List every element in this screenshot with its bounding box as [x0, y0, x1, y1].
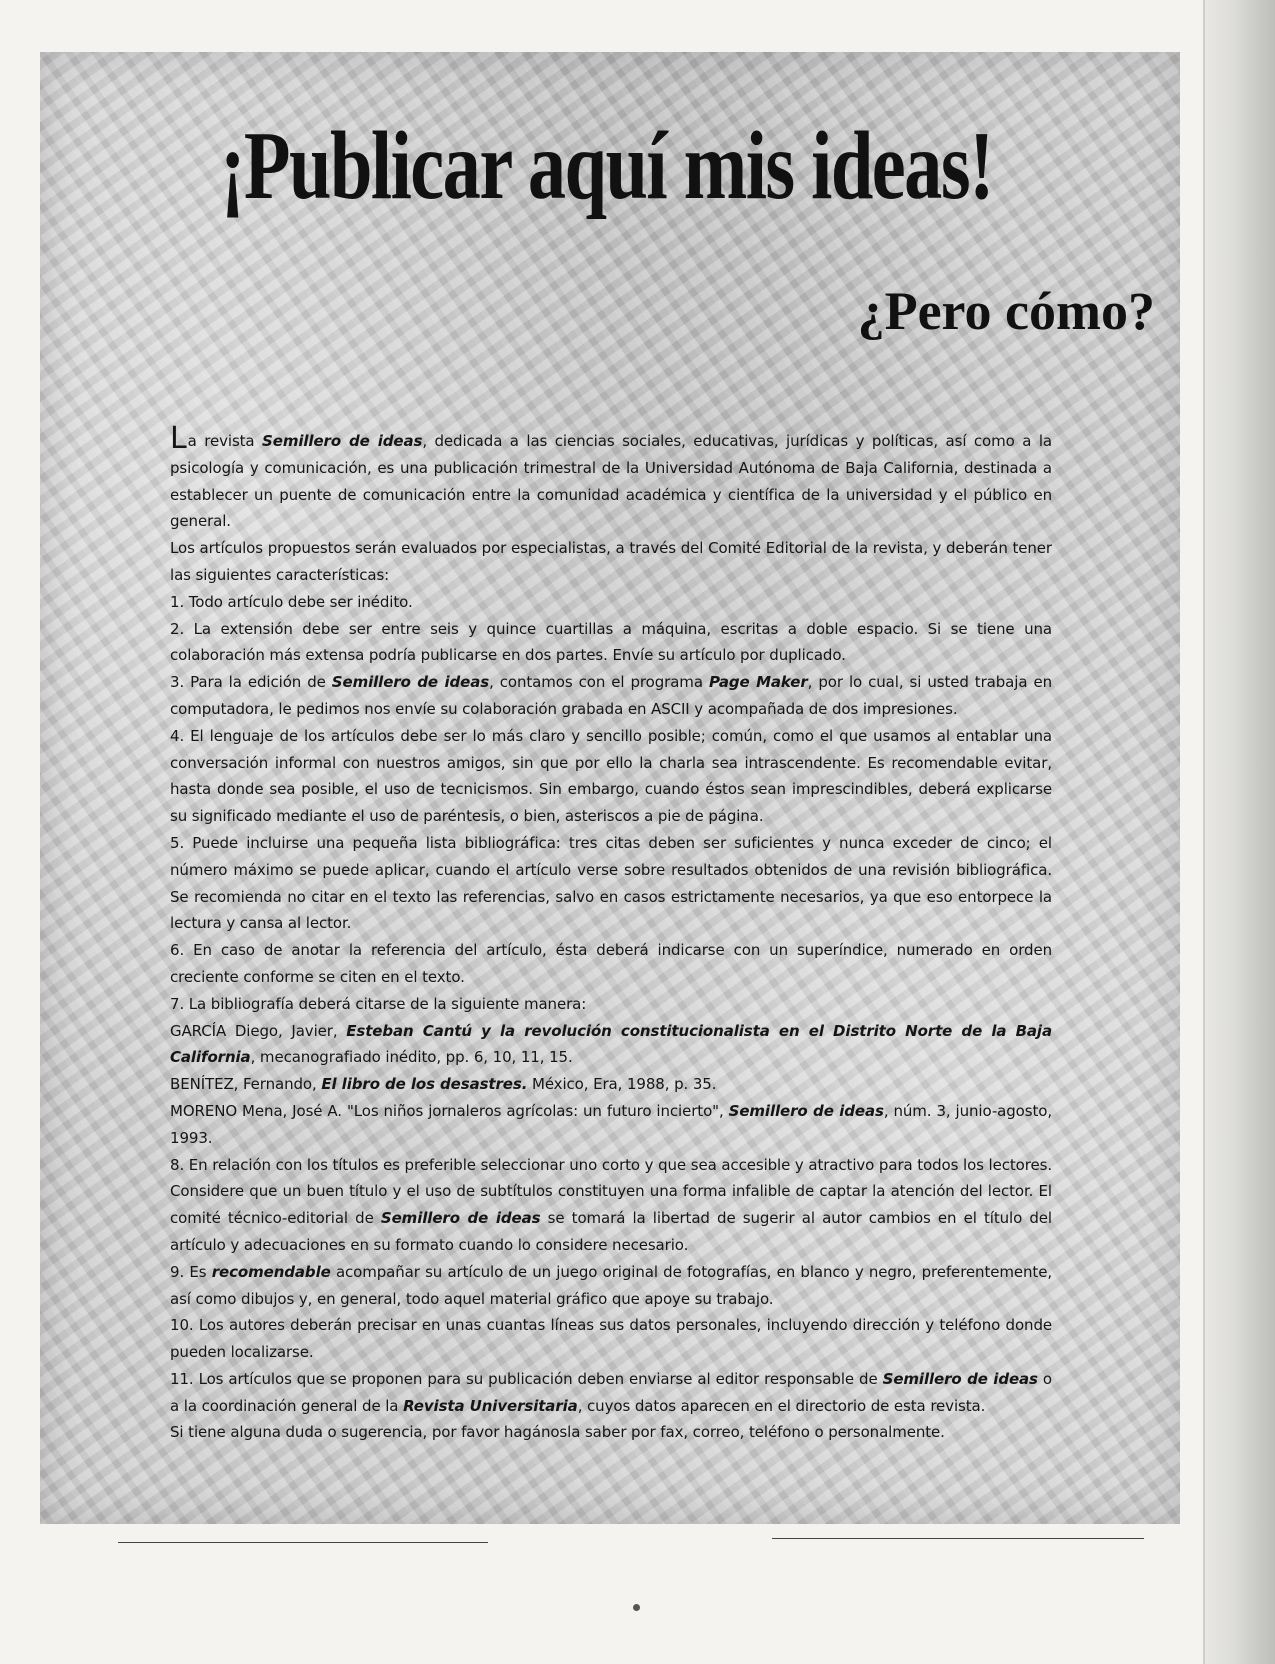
- journal-name: Semillero de ideas: [331, 673, 490, 692]
- footer-rule-left: [118, 1542, 488, 1543]
- article-body: [170, 421, 1052, 1446]
- page-subtitle: ¿Pero cómo?: [857, 281, 1155, 341]
- intro-paragraph: La revista Semillero de ideas, dedicada a las ciencias sociales, educativas, jurídicas y políticas, así como a la psicología y comunicación, es una publicación trimestral de la Universidad Autónoma de Baja California, destinada a establecer un puente de comunicación entre la comunidad académica y científica de la universidad y el público en general.: [170, 421, 1052, 531]
- list-item-5: 5. Puede incluirse una pequeña lista bibliográfica: tres citas deben ser suficientes y nunca exceder de cinco; el número máximo se puede aplicar, cuando el artículo verse sobre resultados obtenidos de una revisión bibliográfica. Se recomienda no citar en el texto las referencias, salvo en casos estrictamente necesarios, ya que eso entorpece la lectura y cansa al lector.: [170, 833, 1052, 933]
- bibliography-ref-2: BENÍTEZ, Fernando, El libro de los desastres. México, Era, 1988, p. 35.: [170, 1075, 717, 1094]
- journal-name: Semillero de ideas: [882, 1369, 1038, 1388]
- footer-rule-right: [772, 1538, 1144, 1539]
- list-item-11: 11. Los artículos que se proponen para su publicación deben enviarse al editor responsable de Semillero de ideas o a la coordinación general de la Revista Universitaria, cuyos datos aparecen en el directorio de esta revista.: [170, 1369, 1052, 1415]
- list-item-2: 2. La extensión debe ser entre seis y quince cuartillas a máquina, escritas a doble espacio. Si se tiene una colaboración más extensa podría publicarse en dos partes. Envíe su artículo por duplicado.: [170, 619, 1052, 665]
- adjacent-page-edge: [1203, 0, 1275, 1664]
- closing-paragraph: Si tiene alguna duda o sugerencia, por favor hagánosla saber por fax, correo, teléfono o personalmente.: [170, 1423, 945, 1442]
- list-item-8: 8. En relación con los títulos es preferible seleccionar uno corto y que sea accesible y atractivo para todos los lectores. Considere que un buen título y el uso de subtítulos constituyen una forma infalible de captar la atención del lector. El comité técnico-editorial de Semillero de ideas se tomará la libertad de sugerir al autor cambios en el título del artículo y adecuaciones en su formato cuando lo considere necesario.: [170, 1155, 1052, 1254]
- drop-cap: L: [170, 421, 187, 456]
- bibliography-ref-1: GARCÍA Diego, Javier, Esteban Cantú y la revolución constitucionalista en el Distrito Norte de la Baja California, mecanografiado inédito, pp. 6, 10, 11, 15.: [170, 1021, 1052, 1067]
- list-item-1: 1. Todo artículo debe ser inédito.: [170, 592, 413, 611]
- list-item-10: 10. Los autores deberán precisar en unas cuantas líneas sus datos personales, incluyendo dirección y teléfono donde pueden localizarse.: [170, 1316, 1052, 1362]
- journal-name: Semillero de ideas: [262, 432, 423, 450]
- evaluation-paragraph: Los artículos propuestos serán evaluados por especialistas, a través del Comité Editorial de la revista, y deberán tener las siguientes características:: [170, 539, 1052, 584]
- journal-name: Semillero de ideas: [380, 1209, 541, 1228]
- list-item-3: 3. Para la edición de Semillero de ideas, contamos con el programa Page Maker, por lo cual, si usted trabaja en computadora, le pedimos nos envíe su colaboración grabada en ASCII y acompañada de dos impresiones.: [170, 673, 1052, 718]
- list-item-6: 6. En caso de anotar la referencia del artículo, ésta deberá indicarse con un superíndice, numerado en orden creciente conforme se citen en el texto.: [170, 941, 1052, 986]
- page-title: ¡Publicar aquí mis ideas!: [220, 112, 993, 220]
- program-name: Page Maker: [708, 673, 808, 692]
- list-item-7: 7. La bibliografía deberá citarse de la siguiente manera:: [170, 994, 587, 1013]
- bibliography-ref-3: MORENO Mena, José A. "Los niños jornaleros agrícolas: un futuro incierto", Semillero de ideas, núm. 3, junio-agosto, 1993.: [170, 1101, 1052, 1147]
- magazine-name: Revista Universitaria: [403, 1396, 578, 1415]
- list-item-9: 9. Es recomendable acompañar su artículo de un juego original de fotografías, en blanco y negro, preferentemente, así como dibujos y, en general, todo aquel material gráfico que apoye su trabajo.: [170, 1262, 1052, 1308]
- print-speck: [633, 1604, 640, 1611]
- list-item-4: 4. El lenguaje de los artículos debe ser lo más claro y sencillo posible; común, como el que usamos al entablar una conversación informal con nuestros amigos, sin que por ello la charla sea intrascendente. Es recomendable evitar, hasta donde sea posible, el uso de tecnicismos. Sin embargo, cuando éstos sean imprescindibles, deberá explicarse su significado mediante el uso de paréntesis, o bien, asteriscos a pie de página.: [170, 726, 1052, 826]
